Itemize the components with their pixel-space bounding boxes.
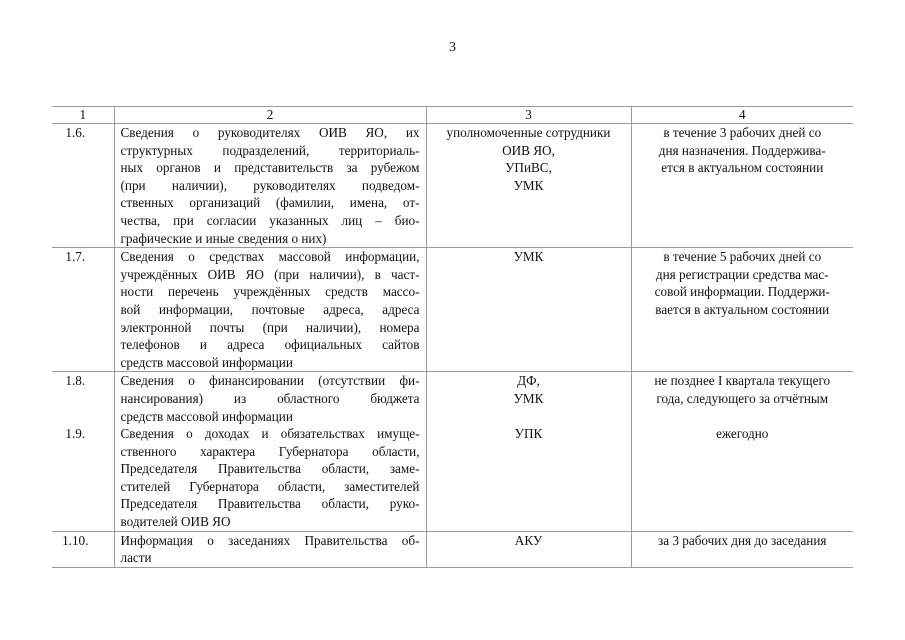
text-line: УПК bbox=[514, 426, 543, 442]
row-description bbox=[114, 372, 426, 531]
text-line: УМК bbox=[513, 249, 544, 265]
table-row bbox=[52, 248, 853, 372]
text-line: в течение 5 рабочих дней со bbox=[663, 249, 822, 265]
text-line: водителей ОИВ ЯО bbox=[120, 514, 231, 530]
text-line: ласти bbox=[120, 550, 152, 566]
text-line: Председателя Правительства области, руко- bbox=[120, 496, 420, 512]
row-responsible bbox=[426, 531, 631, 567]
text-line: за 3 рабочих дня до заседания bbox=[658, 532, 827, 548]
text-line: ственных организаций (фамилии, имена, от- bbox=[120, 195, 420, 211]
page-number: 3 bbox=[449, 40, 456, 55]
row-responsible bbox=[426, 248, 631, 372]
table-row bbox=[52, 372, 853, 531]
row-description bbox=[114, 248, 426, 372]
text-line: электронной почты (при наличии), номера bbox=[120, 319, 420, 335]
text-line: средств массовой информации bbox=[120, 354, 293, 370]
text-line: дня назначения. Поддержива- bbox=[658, 142, 826, 158]
row-deadline bbox=[631, 372, 853, 531]
column-header: 2 bbox=[114, 107, 426, 124]
text-line: УПиВС, bbox=[505, 160, 552, 176]
column-header: 1 bbox=[52, 107, 114, 124]
text-line: структурных подразделений, территориаль- bbox=[120, 142, 420, 158]
column-header: 4 bbox=[631, 107, 853, 124]
row-number-b: 1.9. bbox=[65, 426, 86, 442]
row-responsible bbox=[426, 372, 631, 531]
document-table bbox=[52, 106, 853, 568]
text-line: ежегодно bbox=[716, 426, 769, 442]
text-line: ных органов и представительств за рубежом bbox=[120, 160, 420, 176]
text-line: ДФ, bbox=[517, 373, 540, 389]
text-line: ется в актуальном состоянии bbox=[661, 160, 824, 176]
text-line: в течение 3 рабочих дней со bbox=[663, 125, 822, 140]
text-line: года, следующего за отчётным bbox=[656, 390, 829, 406]
text-line: Сведения о доходах и обязательствах имуще- bbox=[120, 426, 420, 442]
text-line: учреждённых ОИВ ЯО (при наличии), в част- bbox=[120, 266, 420, 282]
text-line: совой информации. Поддержи- bbox=[654, 284, 830, 300]
row-deadline bbox=[631, 124, 853, 248]
column-header: 3 bbox=[426, 107, 631, 124]
table-header-row bbox=[52, 107, 853, 124]
text-line: чества, при согласии указанных лиц – био- bbox=[120, 212, 420, 228]
text-line: графические и иные сведения о них) bbox=[120, 230, 327, 246]
text-line: стителей Губернатора области, заместителей bbox=[120, 478, 420, 494]
text-line: Информация о заседаниях Правительства об- bbox=[120, 532, 420, 548]
row-number: 1.10. bbox=[52, 531, 114, 567]
text-line: (при наличии), руководителях подведом- bbox=[120, 177, 420, 193]
row-number-a: 1.8. bbox=[65, 373, 86, 389]
text-line: дня регистрации средства мас- bbox=[655, 266, 829, 282]
text-line: средств массовой информации bbox=[120, 408, 293, 424]
text-line: вается в актуальном состоянии bbox=[655, 301, 830, 317]
row-number: 1.6. bbox=[52, 124, 114, 248]
text-line: вой информации, почтовые адреса, адреса bbox=[120, 301, 420, 317]
row-description bbox=[114, 124, 426, 248]
text-line: Председателя Правительства области, заме- bbox=[120, 461, 420, 477]
text-line: телефонов и адреса официальных сайтов bbox=[120, 337, 420, 353]
text-line: Сведения о руководителях ОИВ ЯО, их bbox=[120, 125, 420, 140]
row-deadline bbox=[631, 531, 853, 567]
text-line: Сведения о финансировании (отсутствии фи- bbox=[120, 373, 420, 389]
row-deadline bbox=[631, 248, 853, 372]
text-line: ности перечень учреждённых средств массо- bbox=[120, 284, 420, 300]
row-description bbox=[114, 531, 426, 567]
text-line: УМК bbox=[513, 177, 544, 193]
table-row bbox=[52, 531, 853, 567]
text-line: Сведения о средствах массовой информации, bbox=[120, 249, 420, 265]
row-responsible bbox=[426, 124, 631, 248]
text-line: УМК bbox=[513, 390, 544, 406]
row-number bbox=[52, 372, 114, 531]
text-line: ственного характера Губернатора области, bbox=[120, 443, 420, 459]
row-number: 1.7. bbox=[52, 248, 114, 372]
table-row bbox=[52, 124, 853, 248]
text-line: не позднее I квартала текущего bbox=[654, 373, 831, 389]
text-line: ОИВ ЯО, bbox=[502, 142, 555, 158]
text-line: АКУ bbox=[514, 532, 543, 548]
text-line: уполномоченные сотрудники bbox=[446, 125, 611, 140]
text-line: нансирования) из областного бюджета bbox=[120, 390, 420, 406]
